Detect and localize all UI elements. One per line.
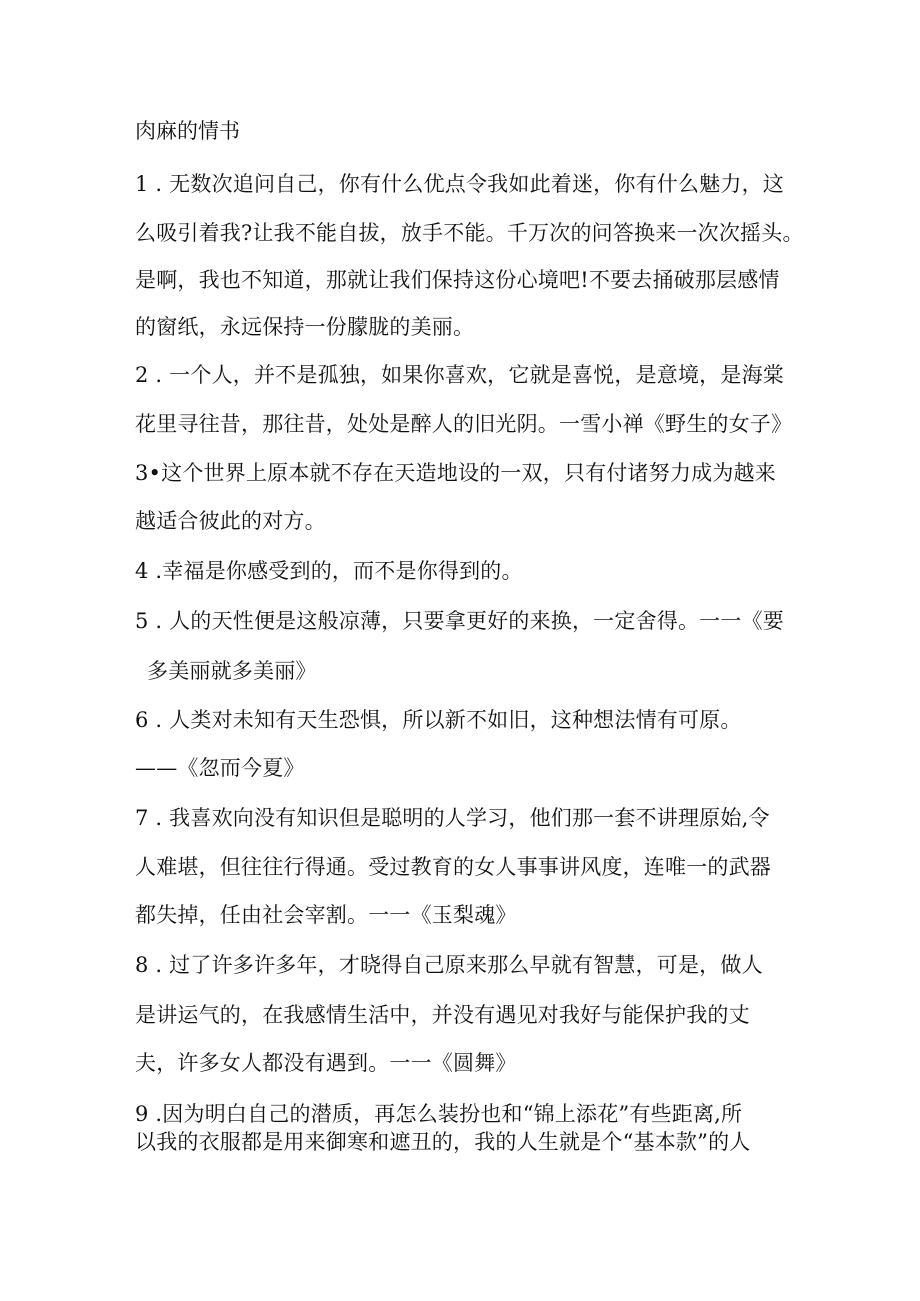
paragraph-line: 越适合彼此的对方。 — [135, 509, 326, 533]
paragraph-line: 4 .幸福是你感受到的，而不是你得到的。 — [135, 559, 523, 583]
paragraph-line: 3•这个世界上原本就不存在天造地设的一双，只有付诸努力成为越来 — [135, 461, 776, 485]
paragraph-line: 的窗纸，永远保持一份朦胧的美丽。 — [135, 315, 475, 339]
paragraph-line: ——《忽而今夏》 — [135, 756, 305, 780]
paragraph-line: 7 . 我喜欢向没有知识但是聪明的人学习，他们那一套不讲理原始,令 — [135, 806, 770, 830]
paragraph-line: 多美丽就多美丽》 — [147, 659, 317, 683]
paragraph-line: 人难堪，但往往行得通。受过教育的女人事事讲风度，连唯一的武器 — [135, 855, 771, 879]
paragraph-line: 1 . 无数次追问自己，你有什么优点令我如此着迷，你有什么魅力，这 — [135, 172, 784, 196]
paragraph-line: 夫，许多女人都没有遇到。一一《圆舞》 — [135, 1051, 517, 1075]
paragraph-line: 么吸引着我?让我不能自拔，放手不能。千万次的问答换来一次次摇头。 — [135, 221, 804, 245]
paragraph-line: 2 . 一个人，并不是孤独，如果你喜欢，它就是喜悦，是意境，是海棠 — [135, 363, 784, 387]
paragraph-line: 5 . 人的天性便是这般凉薄，只要拿更好的来换，一定舍得。一一《要 — [135, 609, 784, 633]
paragraph-line: 9 .因为明白自己的潜质，再怎么装扮也和“锦上添花”有些距离,所 — [135, 1102, 743, 1126]
paragraph-line: 是啊，我也不知道，那就让我们保持这份心境吧!不要去捅破那层感情 — [135, 268, 780, 292]
paragraph-line: 6 . 人类对未知有天生恐惧，所以新不如旧，这种想法情有可原。 — [135, 708, 742, 732]
document-title: 肉麻的情书 — [135, 119, 240, 143]
paragraph-line: 8 . 过了许多许多年，才晓得自己原来那么早就有智慧，可是，做人 — [135, 953, 763, 977]
paragraph-line: 以我的衣服都是用来御寒和遮丑的，我的人生就是个“基本款”的人 — [135, 1130, 751, 1154]
paragraph-line: 都失掉，任由社会宰割。一一《玉梨魂》 — [135, 903, 517, 927]
paragraph-line: 是讲运气的，在我感情生活中，并没有遇见对我好与能保护我的丈 — [135, 1003, 750, 1027]
paragraph-line: 花里寻往昔，那往昔，处处是醉人的旧光阴。一雪小禅《野生的女子》 — [135, 412, 793, 436]
